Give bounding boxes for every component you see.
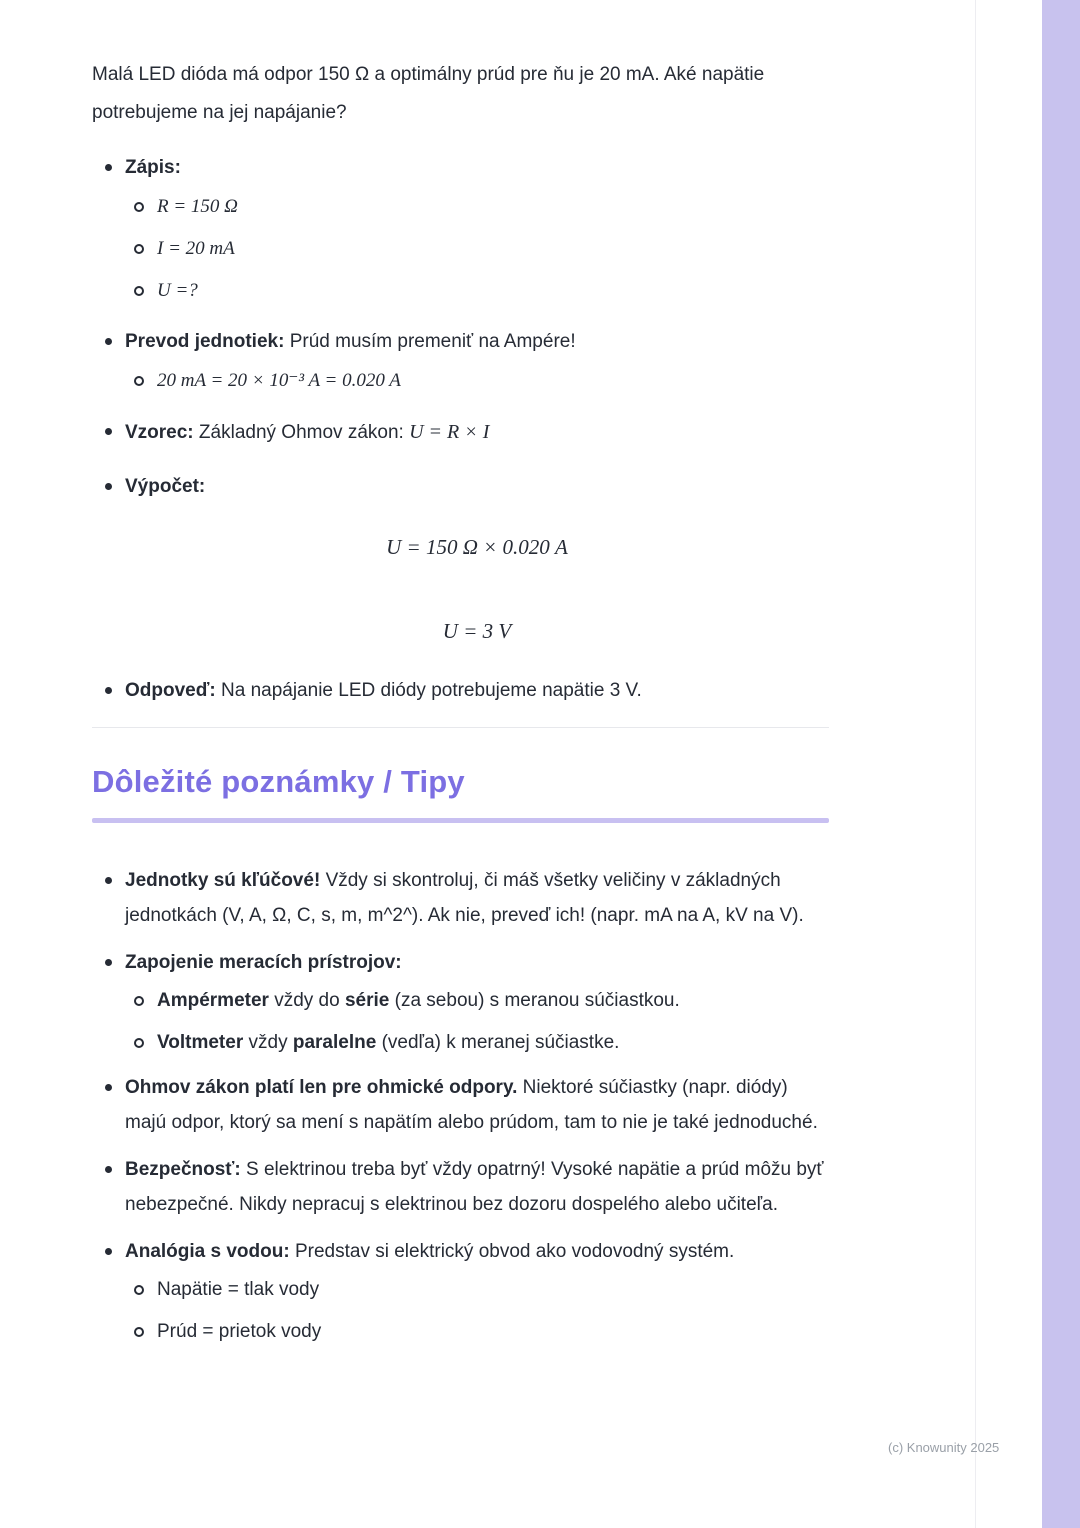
note-label: Zapojenie meracích prístrojov: (125, 952, 402, 973)
note-text: Niektoré súčiastky (napr. diódy) majú odpor, ktorý sa mení s napätím alebo prúdom, tam to nie je také jednoduché. (125, 1077, 818, 1133)
note-subitem-text: vždy do (268, 990, 345, 1011)
step-odpoved (92, 673, 829, 709)
step-text: Na napájanie LED diódy potrebujeme napätie 3 V. (221, 680, 642, 701)
prevod-sublist (125, 366, 829, 396)
step-zapis (92, 150, 829, 306)
math-line: R = 150 Ω (125, 192, 829, 222)
math-line: U =? (125, 276, 829, 306)
notes-list (92, 863, 829, 1347)
inline-formula: U = R × I (409, 421, 490, 443)
equation-line: U = 3 V (442, 619, 512, 643)
equation-line: U = 150 Ω × 0.020 A (386, 535, 568, 559)
solution-steps-list (92, 150, 829, 709)
note-subitem (125, 986, 829, 1016)
step-label: Vzorec: (125, 422, 194, 443)
zapojenie-sublist (125, 986, 829, 1058)
zapis-sublist (125, 192, 829, 306)
step-vypocet (92, 469, 829, 649)
note-subitem: Napätie = tlak vody (125, 1275, 829, 1305)
section-title-underline (92, 818, 829, 823)
note-text: S elektrinou treba byť vždy opatrný! Vysoké napätie a prúd môžu byť nebezpečné. Nikdy nepracuj s elektrinou bez dozoru dospelého alebo učiteľa. (125, 1159, 824, 1215)
note-zapojenie (92, 945, 829, 1058)
note-subitem-text: (vedľa) k meranej súčiastke. (376, 1032, 620, 1053)
math-line: 20 mA = 20 × 10⁻³ A = 0.020 A (125, 366, 829, 396)
note-bezpecnost (92, 1152, 829, 1222)
note-subitem: Prúd = prietok vody (125, 1317, 829, 1347)
step-text: Prúd musím premeniť na Ampére! (289, 331, 576, 352)
note-subitem-bold: Voltmeter (157, 1032, 244, 1053)
note-ohmov-zakon (92, 1070, 829, 1140)
note-analogia (92, 1234, 829, 1347)
note-text: Predstav si elektrický obvod ako vodovodný systém. (294, 1241, 735, 1262)
step-prevod-jednotiek (92, 324, 829, 396)
page-edge-line (975, 0, 976, 1528)
note-jednotky (92, 863, 829, 933)
note-label: Ohmov zákon platí len pre ohmické odpory. (125, 1077, 518, 1098)
watermark: (c) Knowunity 2025 (888, 1440, 1000, 1455)
note-text: Vždy si skontroluj, či máš všetky veličiny v základných jednotkách (V, A, Ω, C, s, m, m^2^). Ak nie, preveď ich! (napr. mA na A, kV na V). (125, 870, 804, 926)
step-text: Základný Ohmov zákon: (198, 422, 404, 443)
note-subitem-text: (za sebou) s meranou súčiastkou. (389, 990, 680, 1011)
note-subitem-text: vždy (243, 1032, 293, 1053)
math-line: I = 20 mA (125, 234, 829, 264)
problem-question: Malá LED dióda má odpor 150 Ω a optimálny prúd pre ňu je 20 mA. Aké napätie potrebujeme na jej napájanie? (92, 64, 765, 123)
analogia-sublist (125, 1275, 829, 1347)
step-label: Zápis: (125, 157, 181, 178)
note-subitem-bold: paralelne (292, 1032, 377, 1053)
note-label: Analógia s vodou: (125, 1241, 290, 1262)
note-label: Bezpečnosť: (125, 1159, 241, 1180)
note-subitem-bold: série (344, 990, 390, 1011)
step-label: Výpočet: (125, 476, 206, 497)
step-label: Prevod jednotiek: (125, 331, 285, 352)
note-subitem (125, 1028, 829, 1058)
step-vzorec (92, 414, 829, 451)
section-divider (92, 727, 829, 728)
right-margin-stripe (1042, 0, 1080, 1528)
document-page (92, 56, 829, 1359)
step-label: Odpoveď: (125, 680, 216, 701)
section-title: Dôležité poznámky / Tipy (92, 764, 465, 799)
note-subitem-bold: Ampérmeter (157, 990, 269, 1011)
note-label: Jednotky sú kľúčové! (125, 870, 321, 891)
